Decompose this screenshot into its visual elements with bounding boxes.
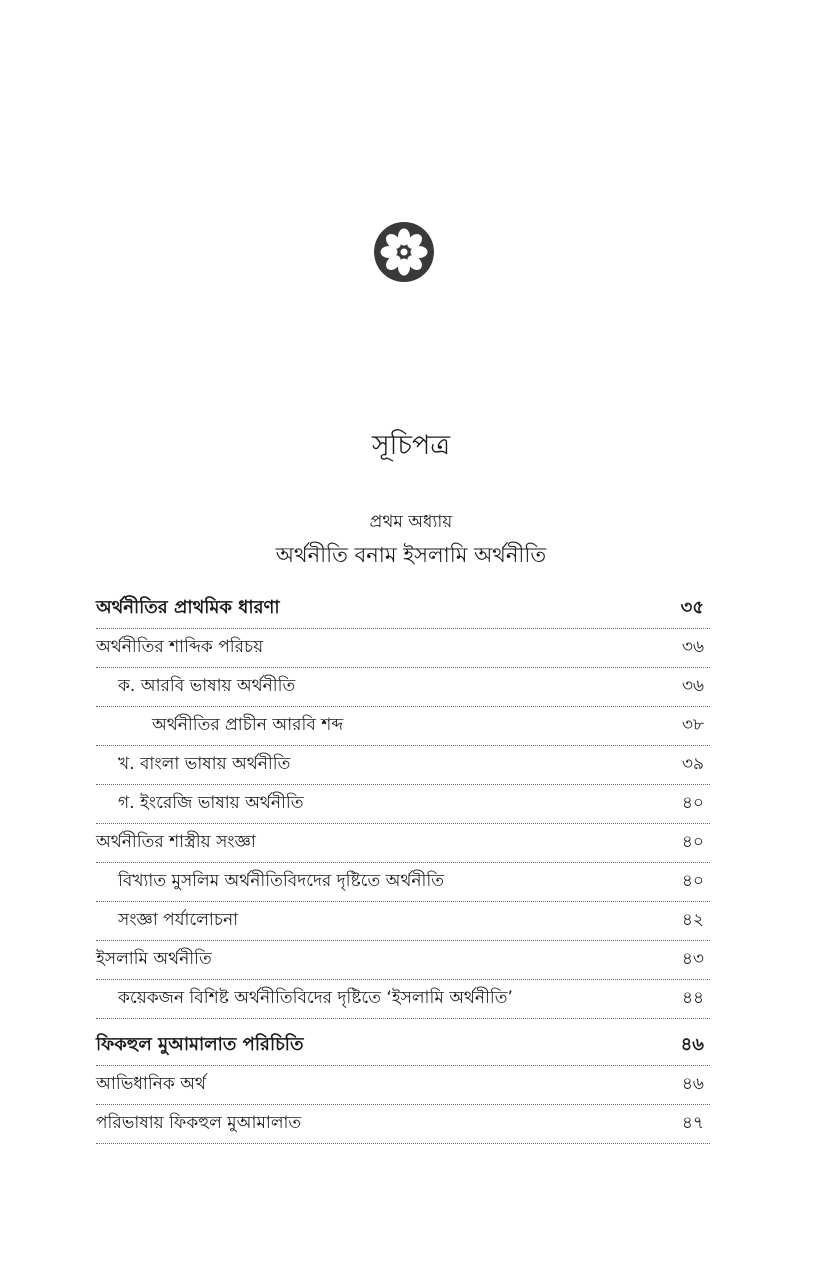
toc-entry-label: বিখ্যাত মুসলিম অর্থনীতিবিদদের দৃষ্টিতে অর্থনীতি bbox=[118, 871, 445, 891]
toc-entry-label: কয়েকজন বিশিষ্ট অর্থনীতিবিদের দৃষ্টিতে ‘ইসলামি অর্থনীতি’ bbox=[118, 988, 513, 1008]
toc-entry-page: ৩৬ bbox=[681, 676, 704, 696]
toc-entry-page: ৪০ bbox=[681, 871, 704, 891]
toc-entry[interactable] bbox=[96, 588, 710, 629]
toc-entry[interactable] bbox=[96, 902, 710, 941]
flower-rosette-icon bbox=[372, 220, 436, 284]
toc-entry[interactable] bbox=[96, 863, 710, 902]
toc-entry-page: ৪৪ bbox=[681, 988, 704, 1008]
toc-entry-page: ৩৫ bbox=[680, 596, 704, 618]
chapter-title: অর্থনীতি বনাম ইসলামি অর্থনীতি bbox=[275, 543, 547, 567]
toc-entry-label: গ. ইংরেজি ভাষায় অর্থনীতি bbox=[118, 793, 304, 813]
toc-entry[interactable] bbox=[96, 785, 710, 824]
toc-entry-page: ৩৬ bbox=[681, 637, 704, 657]
toc-entry[interactable] bbox=[96, 668, 710, 707]
toc-entry-label: সংজ্ঞা পর্যালোচনা bbox=[118, 910, 239, 930]
toc-entry[interactable] bbox=[96, 629, 710, 668]
toc-entry[interactable] bbox=[96, 941, 710, 980]
toc-entry-page: ৪৭ bbox=[681, 1113, 704, 1133]
toc-entry[interactable] bbox=[96, 1105, 710, 1144]
toc-entry[interactable] bbox=[96, 746, 710, 785]
toc-entry[interactable] bbox=[96, 1025, 710, 1066]
toc-entry[interactable] bbox=[96, 824, 710, 863]
toc-entry-label: ক. আরবি ভাষায় অর্থনীতি bbox=[118, 676, 296, 696]
toc-entry-page: ৪৬ bbox=[681, 1074, 704, 1094]
chapter-label: প্রথম অধ্যায় bbox=[369, 512, 453, 532]
toc-entry-label: আভিধানিক অর্থ bbox=[96, 1074, 206, 1094]
toc-entry-page: ৪২ bbox=[681, 910, 704, 930]
toc-entry-page: ৩৯ bbox=[681, 754, 704, 774]
toc-entry[interactable] bbox=[96, 707, 710, 746]
toc-entry-label: ইসলামি অর্থনীতি bbox=[96, 949, 212, 969]
toc-entry-label: অর্থনীতির শাস্ত্রীয় সংজ্ঞা bbox=[96, 832, 256, 852]
toc-entry-page: ৪৩ bbox=[681, 949, 704, 969]
toc-entry-label: অর্থনীতির প্রাথমিক ধারণা bbox=[96, 596, 280, 618]
toc-entry-label: খ. বাংলা ভাষায় অর্থনীতি bbox=[118, 754, 291, 774]
table-of-contents bbox=[96, 588, 710, 1144]
toc-entry-label: পরিভাষায় ফিকহুল মুআমালাত bbox=[96, 1113, 302, 1133]
page-title: সূচিপত্র bbox=[371, 430, 451, 461]
toc-entry-label: অর্থনীতির শাব্দিক পরিচয় bbox=[96, 637, 264, 657]
toc-entry-page: ৪৬ bbox=[680, 1033, 704, 1055]
toc-entry[interactable] bbox=[96, 1066, 710, 1105]
toc-entry-label: ফিকহুল মুআমালাত পরিচিতি bbox=[96, 1033, 304, 1055]
toc-entry-page: ৪০ bbox=[681, 832, 704, 852]
toc-entry-label: অর্থনীতির প্রাচীন আরবি শব্দ bbox=[152, 715, 344, 735]
toc-entry-page: ৪০ bbox=[681, 793, 704, 813]
toc-entry[interactable] bbox=[96, 980, 710, 1019]
toc-entry-page: ৩৮ bbox=[681, 715, 704, 735]
